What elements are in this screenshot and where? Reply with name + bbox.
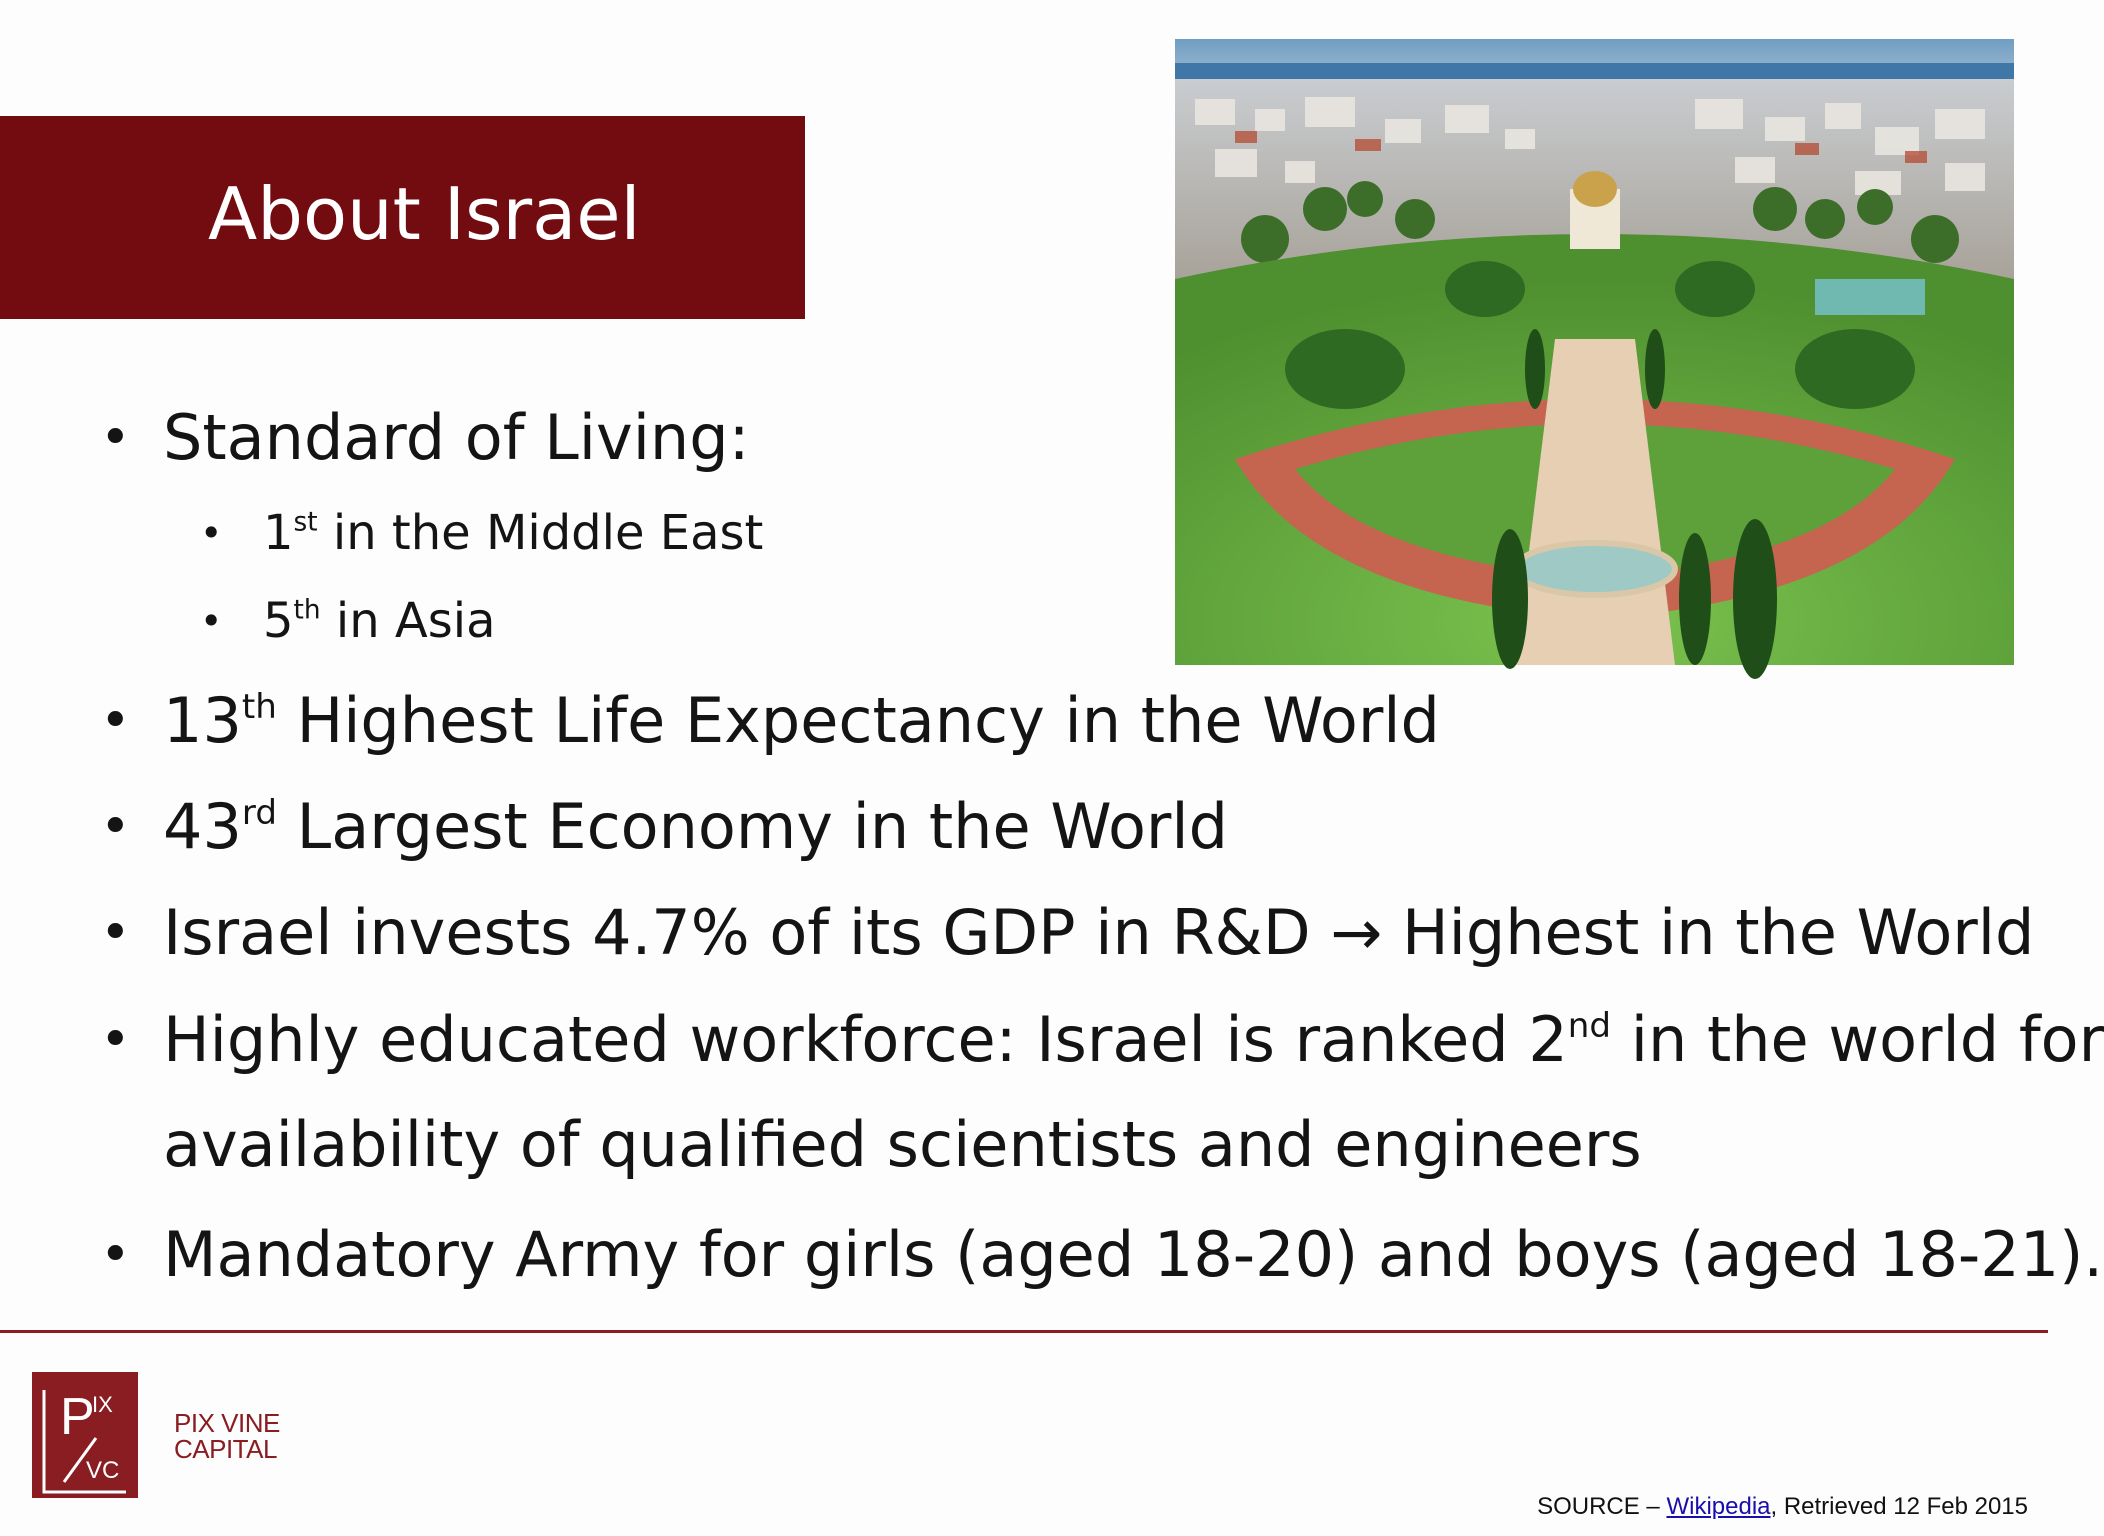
source-prefix: SOURCE – [1537,1493,1667,1520]
source-citation [1537,1493,2028,1521]
bullet-text: Highest Life Expectancy in the World [276,684,1440,757]
slide-title: About Israel [208,172,641,256]
bullet-text: Highly educated workforce: Israel is ranked 2 [163,1003,1568,1076]
logo-letters-vc: VC [86,1457,120,1484]
rank-suffix: th [293,594,321,626]
bullet-dot: • [100,1010,131,1070]
rank-suffix: st [293,506,318,538]
brand-name [174,1410,280,1462]
wikipedia-link[interactable]: Wikipedia [1666,1493,1771,1520]
rank-suffix: rd [241,793,277,834]
rank-suffix: th [241,687,277,728]
bullet-army: Mandatory Army for girls (aged 18-20) and boys (aged 18-21). [163,1218,2104,1291]
sub-bullet-text: in the Middle East [317,505,764,561]
sub-bullet-asia [263,589,496,653]
sub-bullet-text: in Asia [320,593,496,649]
bullet-economy [163,787,1228,867]
bullet-dot: • [100,903,131,963]
bullet-text: Largest Economy in the World [276,790,1228,863]
bullet-dot: • [100,797,131,857]
logo-letter-p: P [60,1388,95,1446]
bullet-dot: • [200,511,223,555]
footer-divider [0,1330,2048,1333]
bullet-rnd: Israel invests 4.7% of its GDP in R&D → Highest in the World [163,896,2035,969]
bullet-life-expectancy [163,681,1440,761]
bullet-dot: • [100,691,131,751]
source-suffix: , Retrieved 12 Feb 2015 [1770,1493,2028,1520]
bullet-standard-of-living: Standard of Living: [163,401,750,474]
bullet-dot: • [100,1225,131,1285]
brand-line-1: PIX VINE [174,1408,280,1438]
rank-number: 13 [163,684,242,757]
brand-line-2: CAPITAL [174,1434,277,1464]
bullet-dot: • [200,599,223,643]
bullet-dot: • [100,408,131,468]
rank-number: 1 [263,505,294,561]
logo-letters-ix: IX [92,1392,113,1417]
rank-number: 5 [263,593,294,649]
rank-number: 43 [163,790,242,863]
sub-bullet-middle-east [263,501,763,565]
bullet-education [163,1000,2104,1080]
bullet-education-continued: availability of qualified scientists and engineers [163,1108,1642,1181]
rank-suffix: nd [1567,1006,1612,1047]
pixvine-logo-icon [30,1370,140,1506]
bullet-text: in the world for [1611,1003,2104,1076]
